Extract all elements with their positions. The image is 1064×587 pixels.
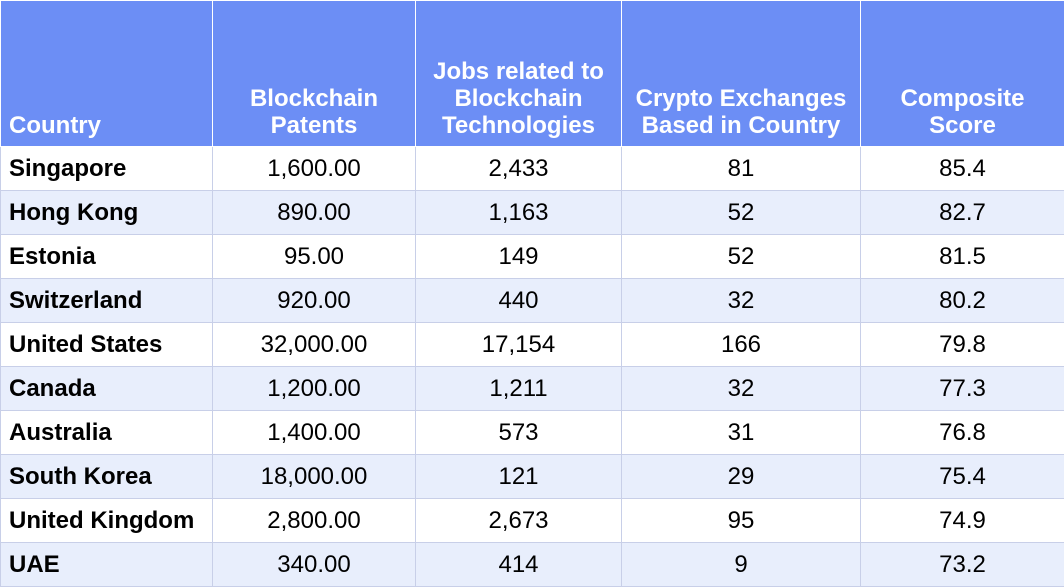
table-row [1, 367, 1064, 411]
cell-score: 85.4 [861, 147, 1064, 191]
column-header-composite-score[interactable]: Composite Score [861, 1, 1064, 147]
cell-jobs: 440 [416, 279, 622, 323]
table-row [1, 499, 1064, 543]
cell-exchanges: 9 [622, 543, 861, 587]
cell-jobs: 121 [416, 455, 622, 499]
cell-exchanges: 31 [622, 411, 861, 455]
cell-exchanges: 166 [622, 323, 861, 367]
table-row [1, 455, 1064, 499]
cell-jobs: 1,211 [416, 367, 622, 411]
table-row [1, 411, 1064, 455]
cell-score: 75.4 [861, 455, 1064, 499]
column-header-jobs-related-to-blockchain-technologies[interactable]: Jobs related to Blockchain Technologies [416, 1, 622, 147]
table-row [1, 543, 1064, 587]
table-header [1, 1, 1064, 147]
column-header-country[interactable]: Country [1, 1, 213, 147]
table-row [1, 191, 1064, 235]
cell-score: 79.8 [861, 323, 1064, 367]
table-row [1, 147, 1064, 191]
cell-jobs: 1,163 [416, 191, 622, 235]
cell-jobs: 149 [416, 235, 622, 279]
table-row [1, 323, 1064, 367]
cell-exchanges: 32 [622, 279, 861, 323]
cell-patents: 95.00 [213, 235, 416, 279]
cell-country: Australia [1, 411, 213, 455]
cell-score: 81.5 [861, 235, 1064, 279]
cell-score: 74.9 [861, 499, 1064, 543]
cell-patents: 2,800.00 [213, 499, 416, 543]
table-row [1, 279, 1064, 323]
cell-score: 73.2 [861, 543, 1064, 587]
cell-country: United Kingdom [1, 499, 213, 543]
cell-patents: 920.00 [213, 279, 416, 323]
cell-exchanges: 52 [622, 235, 861, 279]
column-header-crypto-exchanges-based-in-country[interactable]: Crypto Exchanges Based in Country [622, 1, 861, 147]
cell-patents: 1,600.00 [213, 147, 416, 191]
cell-patents: 18,000.00 [213, 455, 416, 499]
cell-country: United States [1, 323, 213, 367]
cell-country: Estonia [1, 235, 213, 279]
cell-jobs: 2,673 [416, 499, 622, 543]
cell-jobs: 2,433 [416, 147, 622, 191]
cell-country: Canada [1, 367, 213, 411]
cell-jobs: 414 [416, 543, 622, 587]
cell-score: 76.8 [861, 411, 1064, 455]
cell-patents: 1,400.00 [213, 411, 416, 455]
cell-country: UAE [1, 543, 213, 587]
cell-score: 82.7 [861, 191, 1064, 235]
cell-exchanges: 95 [622, 499, 861, 543]
cell-patents: 32,000.00 [213, 323, 416, 367]
cell-jobs: 573 [416, 411, 622, 455]
cell-score: 77.3 [861, 367, 1064, 411]
cell-country: South Korea [1, 455, 213, 499]
cell-jobs: 17,154 [416, 323, 622, 367]
header-row [1, 1, 1064, 147]
table-body [1, 147, 1064, 587]
table-row [1, 235, 1064, 279]
cell-exchanges: 81 [622, 147, 861, 191]
cell-exchanges: 29 [622, 455, 861, 499]
cell-patents: 340.00 [213, 543, 416, 587]
cell-patents: 1,200.00 [213, 367, 416, 411]
cell-score: 80.2 [861, 279, 1064, 323]
column-header-blockchain-patents[interactable]: Blockchain Patents [213, 1, 416, 147]
cell-country: Switzerland [1, 279, 213, 323]
cell-country: Hong Kong [1, 191, 213, 235]
cell-country: Singapore [1, 147, 213, 191]
cell-exchanges: 32 [622, 367, 861, 411]
cell-exchanges: 52 [622, 191, 861, 235]
cell-patents: 890.00 [213, 191, 416, 235]
